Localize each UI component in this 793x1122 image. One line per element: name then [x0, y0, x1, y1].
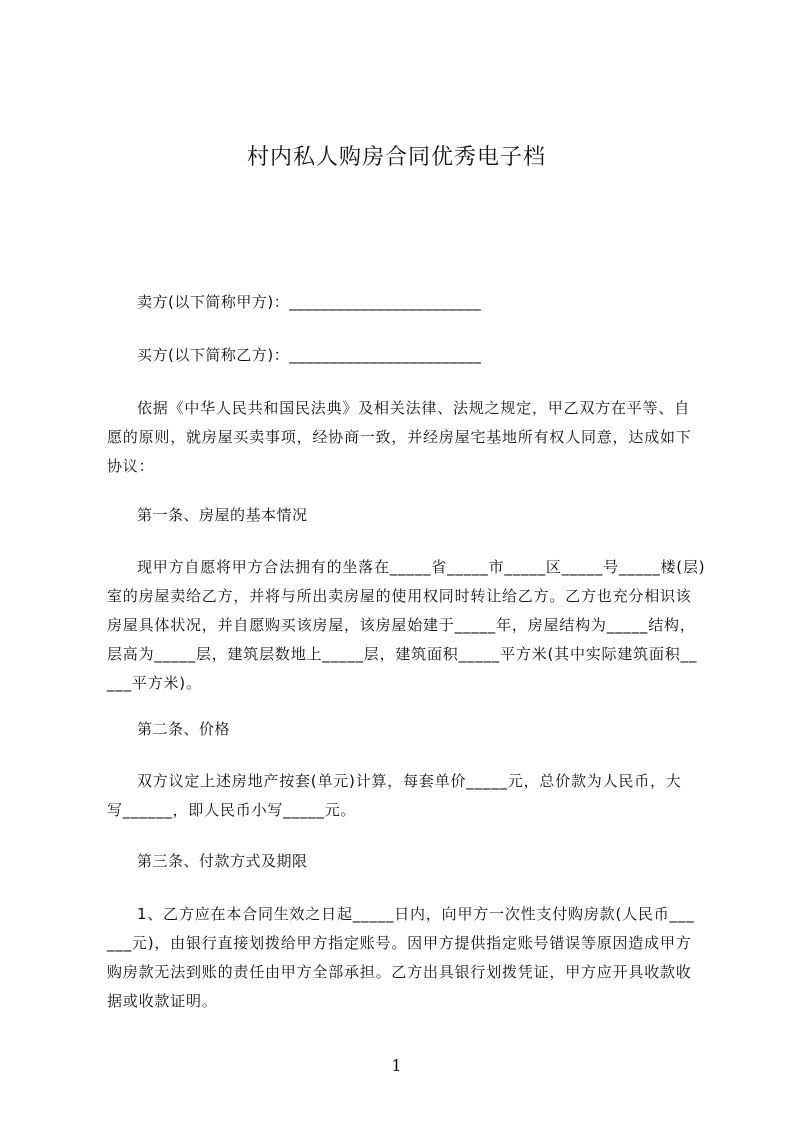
seller-line: 卖方(以下简称甲方)：________________________ — [137, 293, 482, 311]
article1-line: 室的房屋卖给乙方，并将与所出卖房屋的使用权同时转让给乙方。乙方也充分相识该 — [107, 587, 692, 605]
intro-line: 协议： — [107, 457, 155, 475]
intro-paragraph — [107, 394, 697, 481]
article2-heading: 第二条、价格 — [137, 720, 231, 738]
page-number: 1 — [391, 1056, 402, 1075]
article1-line: 层高为_____层，建筑层数地上_____层，建筑面积_____平方米(其中实际建筑面积__ — [107, 645, 698, 663]
article1-line: 现甲方自愿将甲方合法拥有的坐落在_____省_____市_____区_____号_____楼(层) — [137, 558, 706, 576]
article3-line: 据或收款证明。 — [107, 992, 218, 1010]
article2-line: 写______，即人民币小写_____元。 — [107, 801, 357, 819]
article3-heading: 第三条、付款方式及期限 — [137, 852, 308, 870]
article1-heading: 第一条、房屋的基本情况 — [137, 506, 308, 524]
article3-paragraph — [107, 900, 697, 1016]
article1-line: ___平方米)。 — [107, 674, 202, 692]
document-title: 村内私人购房合同优秀电子档 — [246, 145, 546, 170]
article3-line: ___元)，由银行直接划拨给甲方指定账号。因甲方提供指定账号错误等原因造成甲方 — [107, 934, 692, 952]
article3-line: 1、乙方应在本合同生效之日起_____日内，向甲方一次性支付购房款(人民币___ — [137, 905, 695, 923]
article3-line: 购房款无法到账的责任由甲方全部承担。乙方出具银行划拨凭证，甲方应开具收款收 — [107, 963, 692, 981]
buyer-line: 买方(以下简称乙方)：________________________ — [137, 346, 482, 364]
article2-paragraph — [107, 767, 697, 825]
intro-line: 依据《中华人民共和国民法典》及相关法律、法规之规定，甲乙双方在平等、自 — [137, 399, 691, 417]
article1-line: 房屋具体状况，并自愿购买该房屋，该房屋始建于_____年，房屋结构为_____结构， — [107, 616, 696, 634]
intro-line: 愿的原则，就房屋买卖事项，经协商一致，并经房屋宅基地所有权人同意，达成如下 — [107, 428, 692, 446]
article1-paragraph — [107, 553, 706, 698]
article2-line: 双方议定上述房地产按套(单元)计算，每套单价_____元，总价款为人民币，大 — [137, 772, 682, 790]
